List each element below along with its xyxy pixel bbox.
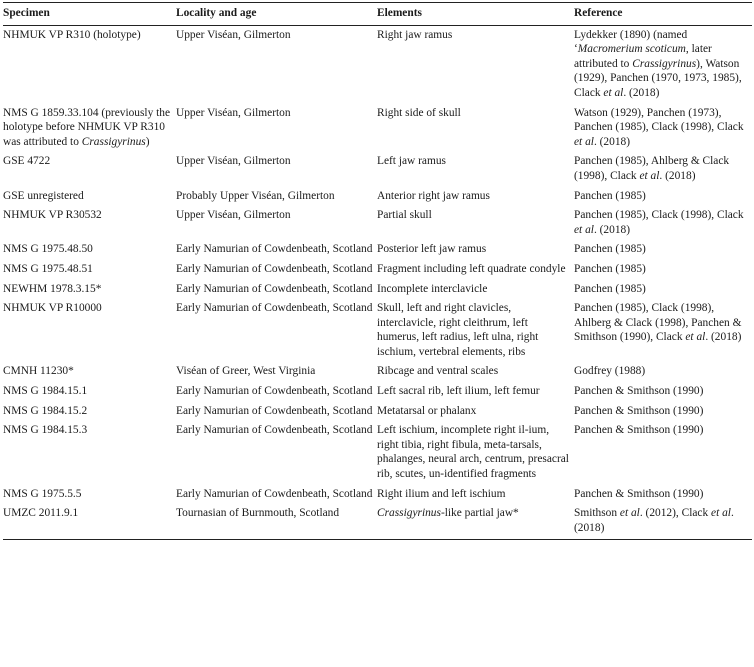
table-row: [3, 187, 752, 207]
cell-reference: Panchen (1985): [574, 262, 646, 275]
cell-elements: Right jaw ramus: [377, 28, 453, 41]
specimen-table: [3, 2, 752, 540]
cell-elements: Metatarsal or phalanx: [377, 404, 477, 417]
cell-specimen: NHMUK VP R310 (holotype): [3, 28, 141, 41]
table-row: [3, 104, 752, 153]
table-row: [3, 280, 752, 300]
header-row: [3, 3, 752, 26]
table-row: [3, 382, 752, 402]
cell-reference: Panchen (1985): [574, 243, 646, 256]
cell-locality: Upper Viséan, Gilmerton: [176, 155, 291, 168]
cell-locality: Viséan of Greer, West Virginia: [176, 365, 316, 378]
table-row: [3, 206, 752, 240]
cell-reference: Lydekker (1890) (named ‘Macromerium scoticum, later attributed to Crassigyrinus), Watson (1929), Panchen (1970, 1973, 1985), Clack et al. (2018): [574, 28, 742, 99]
table-row: [3, 299, 752, 362]
cell-reference: Panchen (1985), Clack (1998), Ahlberg & Clack (1998), Panchen & Smithson (1990), Clack et al. (2018): [574, 302, 742, 344]
cell-specimen: GSE unregistered: [3, 189, 84, 202]
cell-reference: Panchen & Smithson (1990): [574, 424, 704, 437]
header-locality: Locality and age: [176, 3, 377, 26]
table-row: [3, 485, 752, 505]
cell-locality: Tournasian of Burnmouth, Scotland: [176, 504, 377, 540]
header-elements: Elements: [377, 3, 574, 26]
table-row: [3, 402, 752, 422]
cell-reference: Smithson et al. (2012), Clack et al. (2018): [574, 504, 752, 540]
cell-elements: Posterior left jaw ramus: [377, 243, 487, 256]
cell-reference: Watson (1929), Panchen (1973), Panchen (1985), Clack (1998), Clack et al. (2018): [574, 106, 744, 148]
cell-elements: Left sacral rib, left ilium, left femur: [377, 385, 540, 398]
cell-specimen: NMS G 1984.15.3: [3, 424, 88, 437]
table-body: [3, 25, 752, 540]
cell-specimen: NMS G 1975.48.50: [3, 243, 93, 256]
cell-specimen: CMNH 11230*: [3, 365, 74, 378]
cell-locality: Early Namurian of Cowdenbeath, Scotland: [176, 243, 373, 256]
cell-specimen: NMS G 1984.15.2: [3, 404, 88, 417]
cell-locality: Early Namurian of Cowdenbeath, Scotland: [176, 424, 373, 437]
cell-specimen: NEWHM 1978.3.15*: [3, 282, 102, 295]
cell-reference: Godfrey (1988): [574, 365, 646, 378]
cell-locality: Probably Upper Viséan, Gilmerton: [176, 189, 335, 202]
cell-elements: Incomplete interclavicle: [377, 282, 488, 295]
table-row: [3, 421, 752, 484]
cell-specimen: NMS G 1975.5.5: [3, 487, 82, 500]
table-row: [3, 260, 752, 280]
cell-specimen: NMS G 1859.33.104 (previously the holotype before NHMUK VP R310 was attributed to Crassigyrinus): [3, 106, 171, 148]
header-specimen: Specimen: [3, 3, 176, 26]
cell-specimen: NHMUK VP R30532: [3, 209, 102, 222]
cell-specimen: NHMUK VP R10000: [3, 302, 102, 315]
cell-elements: Ribcage and ventral scales: [377, 365, 499, 378]
header-reference: Reference: [574, 3, 752, 26]
cell-elements: Skull, left and right clavicles, interclavicle, right cleithrum, left humerus, left radius, left ulna, right ischium, vertebral elements, ribs: [377, 302, 539, 358]
cell-locality: Upper Viséan, Gilmerton: [176, 28, 291, 41]
table-row: [3, 152, 752, 186]
cell-elements: Anterior right jaw ramus: [377, 189, 490, 202]
cell-reference: Panchen (1985), Ahlberg & Clack (1998), Clack et al. (2018): [574, 155, 730, 182]
cell-reference: Panchen (1985), Clack (1998), Clack et al. (2018): [574, 209, 744, 236]
cell-reference: Panchen & Smithson (1990): [574, 385, 704, 398]
cell-elements: Crassigyrinus-like partial jaw*: [377, 504, 574, 540]
cell-reference: Panchen (1985): [574, 189, 646, 202]
cell-reference: Panchen & Smithson (1990): [574, 487, 704, 500]
cell-specimen: NMS G 1975.48.51: [3, 262, 93, 275]
cell-locality: Early Namurian of Cowdenbeath, Scotland: [176, 282, 373, 295]
cell-locality: Upper Viséan, Gilmerton: [176, 209, 291, 222]
cell-specimen: UMZC 2011.9.1: [3, 504, 176, 540]
cell-reference: Panchen & Smithson (1990): [574, 404, 704, 417]
cell-elements: Partial skull: [377, 209, 432, 222]
cell-locality: Upper Viséan, Gilmerton: [176, 106, 291, 119]
cell-specimen: NMS G 1984.15.1: [3, 385, 88, 398]
cell-reference: Panchen (1985): [574, 282, 646, 295]
cell-locality: Early Namurian of Cowdenbeath, Scotland: [176, 385, 373, 398]
cell-elements: Right ilium and left ischium: [377, 487, 506, 500]
cell-locality: Early Namurian of Cowdenbeath, Scotland: [176, 404, 373, 417]
table-header: [3, 3, 752, 26]
cell-elements: Fragment including left quadrate condyle: [377, 262, 566, 275]
cell-elements: Right side of skull: [377, 106, 461, 119]
table-row: [3, 362, 752, 382]
table-row: [3, 504, 752, 540]
cell-specimen: GSE 4722: [3, 155, 51, 168]
cell-locality: Early Namurian of Cowdenbeath, Scotland: [176, 262, 373, 275]
cell-elements: Left jaw ramus: [377, 155, 446, 168]
cell-elements: Left ischium, incomplete right il-ium, right tibia, right fibula, meta-tarsals, phalanges, neural arch, centrum, presacral rib, scutes, un-identified fragments: [377, 424, 569, 481]
cell-locality: Early Namurian of Cowdenbeath, Scotland: [176, 302, 373, 315]
table-row: [3, 25, 752, 103]
cell-locality: Early Namurian of Cowdenbeath, Scotland: [176, 487, 373, 500]
table-row: [3, 240, 752, 260]
